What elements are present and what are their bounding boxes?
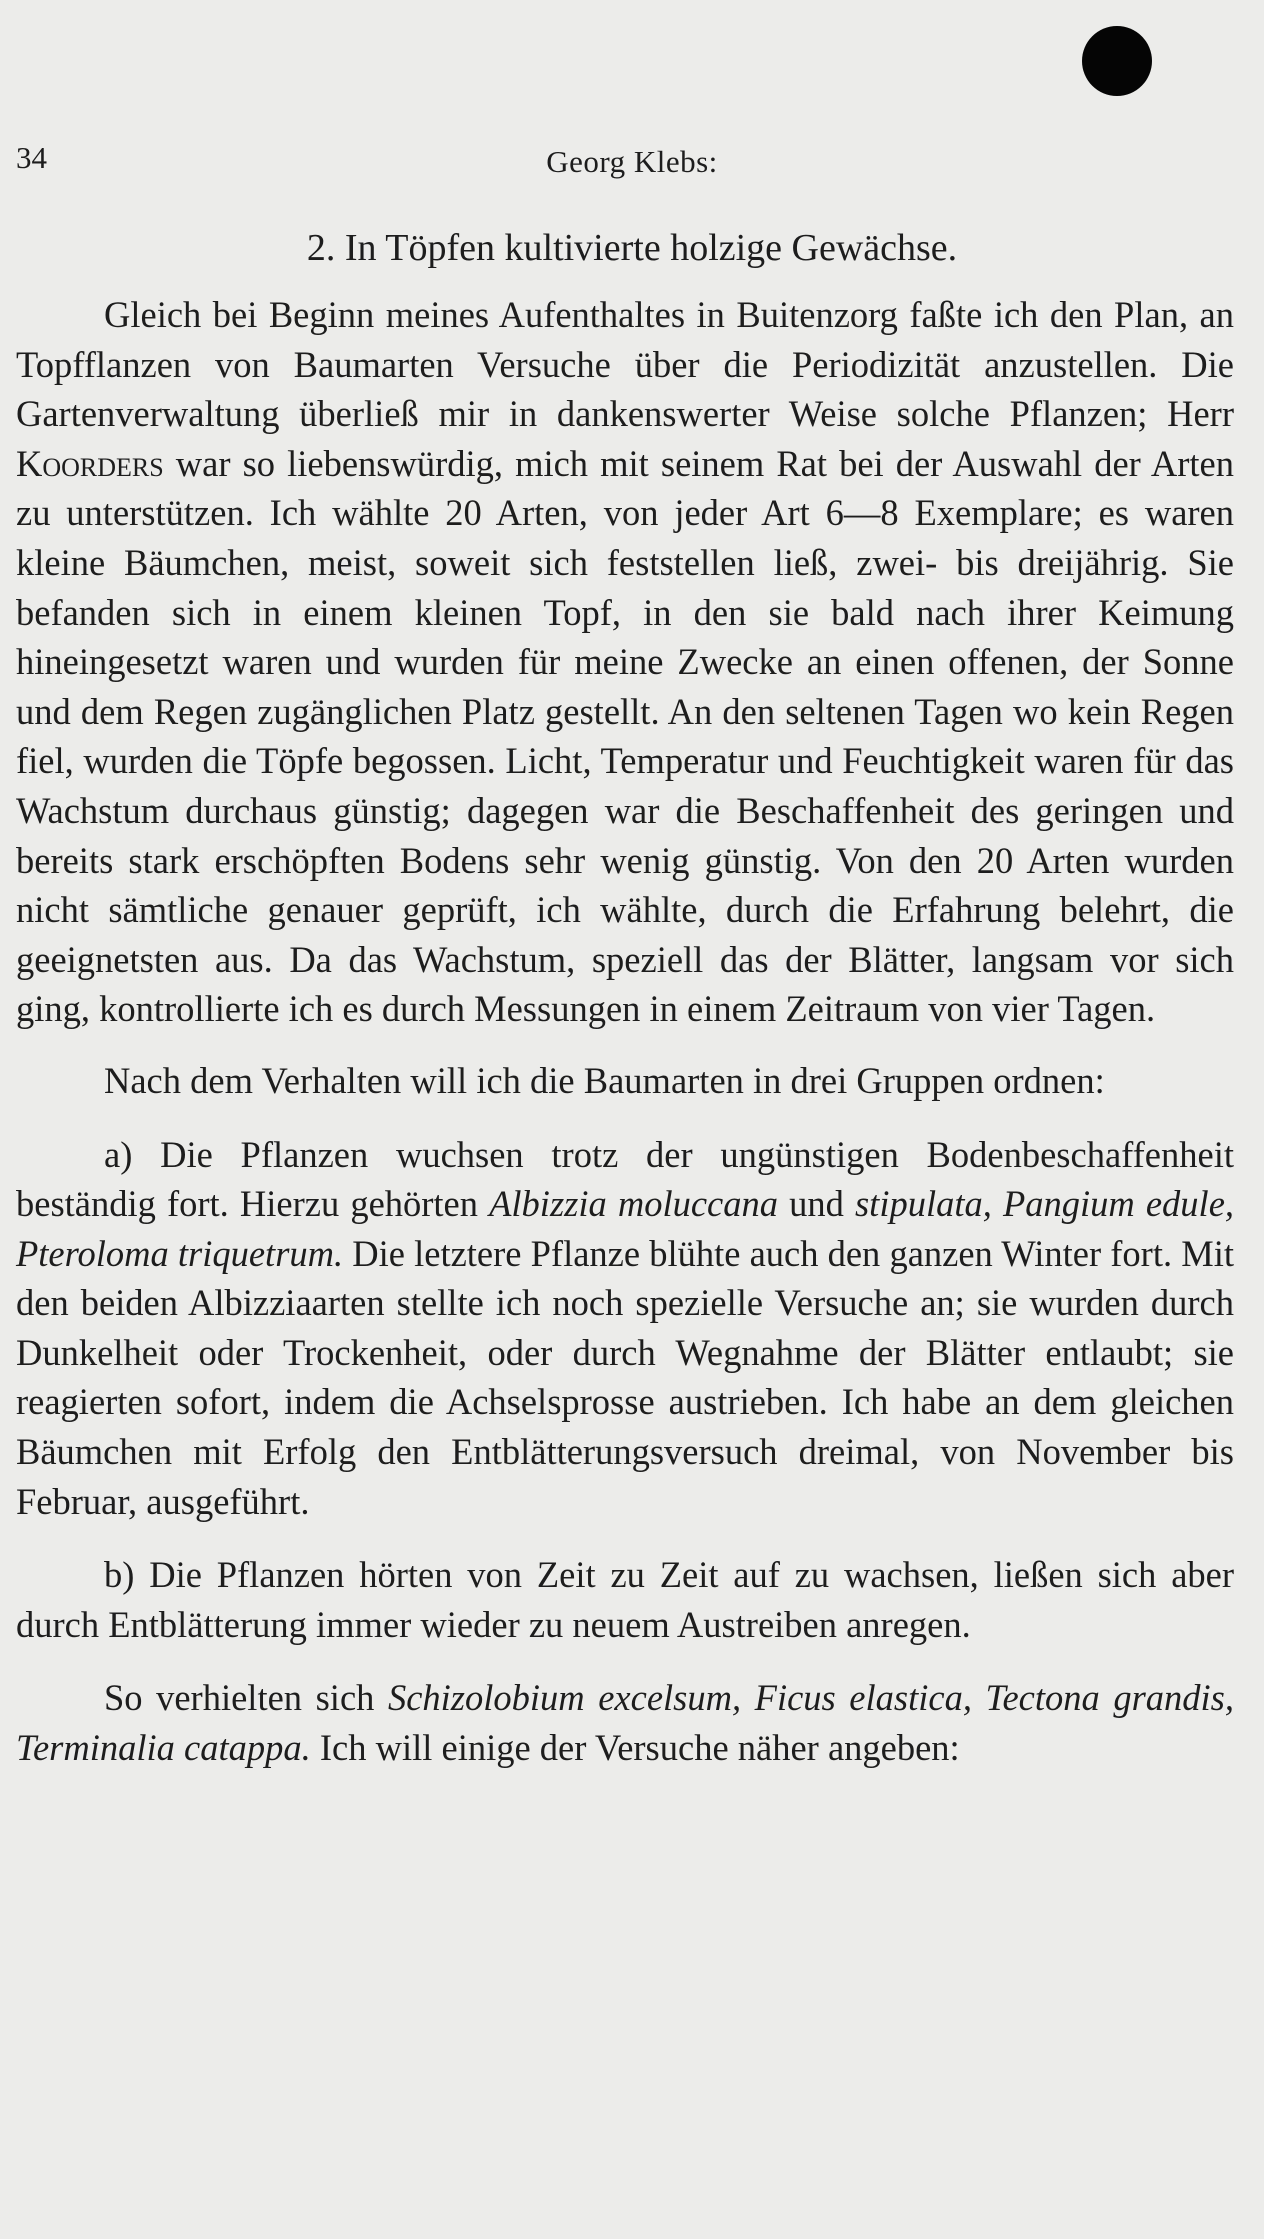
punch-hole-mark (1082, 26, 1152, 96)
paragraph-text: Die letztere Pflanze blühte auch den ganzen Winter fort. Mit den beiden Albizziaarten stellte ich noch spezielle Versuche an; sie wurden durch Dunkelheit oder Trockenheit, oder durch Wegnahme der Blätter entlaubt; sie reagierten sofort, indem die Achselsprosse austrieben. Ich habe an dem gleichen Bäumchen mit Erfolg den Entblätterungsversuch dreimal, von November bis Februar, ausgeführt. (16, 1232, 1234, 1522)
paragraph-group-a (16, 1130, 1234, 1527)
species-name: Albizzia moluccana (489, 1183, 779, 1225)
paragraph-text: a) Die Pflanzen wuchsen trotz der ungünstigen Bodenbeschaffenheit beständig fort. Hierzu gehörten (16, 1133, 1234, 1225)
paragraph-groups-intro: Nach dem Verhalten will ich die Baumarten in drei Gruppen ordnen: (104, 1059, 1105, 1101)
paragraph-text: Gleich bei Beginn meines Aufenthaltes in Buitenzorg faßte ich den Plan, an Topfflanzen von Baumarten Versuche über die Periodizität anzustellen. Die Gartenverwaltung überließ mir in dankenswerter Weise solche Pflanzen; Herr (16, 294, 1234, 435)
author-name-koorders: Koorders (16, 442, 164, 484)
paragraph-text: So verhielten sich (104, 1677, 388, 1719)
paragraph-text: war so liebenswürdig, mich mit seinem Rat bei der Auswahl der Arten zu unterstützen. Ich wählte 20 Arten, von jeder Art 6—8 Exemplare; es waren kleine Bäumchen, meist, soweit sich feststellen ließ, zwei- bis dreijährig. Sie befanden sich in einem kleinen Topf, in den sie bald nach ihrer Keimung hineingesetzt waren und wurden für meine Zwecke an einen offenen, der Sonne und dem Regen zugänglichen Platz gestellt. An den seltenen Tagen wo kein Regen fiel, wurden die Töpfe begossen. Licht, Temperatur und Feuchtigkeit waren für das Wachstum durchaus günstig; dagegen war die Beschaffenheit des geringen und bereits stark erschöpften Bodens sehr wenig günstig. Von den 20 Arten wurden nicht sämtliche genauer geprüft, ich wählte, durch die Erfahrung belehrt, die geeignetsten aus. Da das Wachstum, speziell das der Blätter, langsam vor sich ging, kontrollierte ich es durch Messungen in einem Zeitraum von vier Tagen. (16, 442, 1234, 1030)
section-title: 2. In Töpfen kultivierte holzige Gewächse. (306, 227, 958, 269)
page-number: 34 (16, 140, 47, 175)
species-name: stipulata, Pangium edule, Pteroloma triquetrum. (16, 1183, 1235, 1274)
paragraph-group-b-species (16, 1673, 1234, 1772)
paragraph-text: Ich will einige der Versuche näher angeben: (310, 1727, 960, 1769)
paragraph-intro (16, 290, 1234, 1034)
species-name: Schizolobium excelsum, Ficus elastica, Tectona grandis, Terminalia catappa. (16, 1677, 1234, 1769)
body-text (16, 290, 1234, 1773)
paragraph-text: und (778, 1183, 855, 1225)
paragraph-group-b: b) Die Pflanzen hörten von Zeit zu Zeit auf zu wachsen, ließen sich aber durch Entblätterung immer wieder zu neuem Austreiben anregen. (16, 1554, 1234, 1645)
running-title: Georg Klebs: (546, 144, 718, 179)
